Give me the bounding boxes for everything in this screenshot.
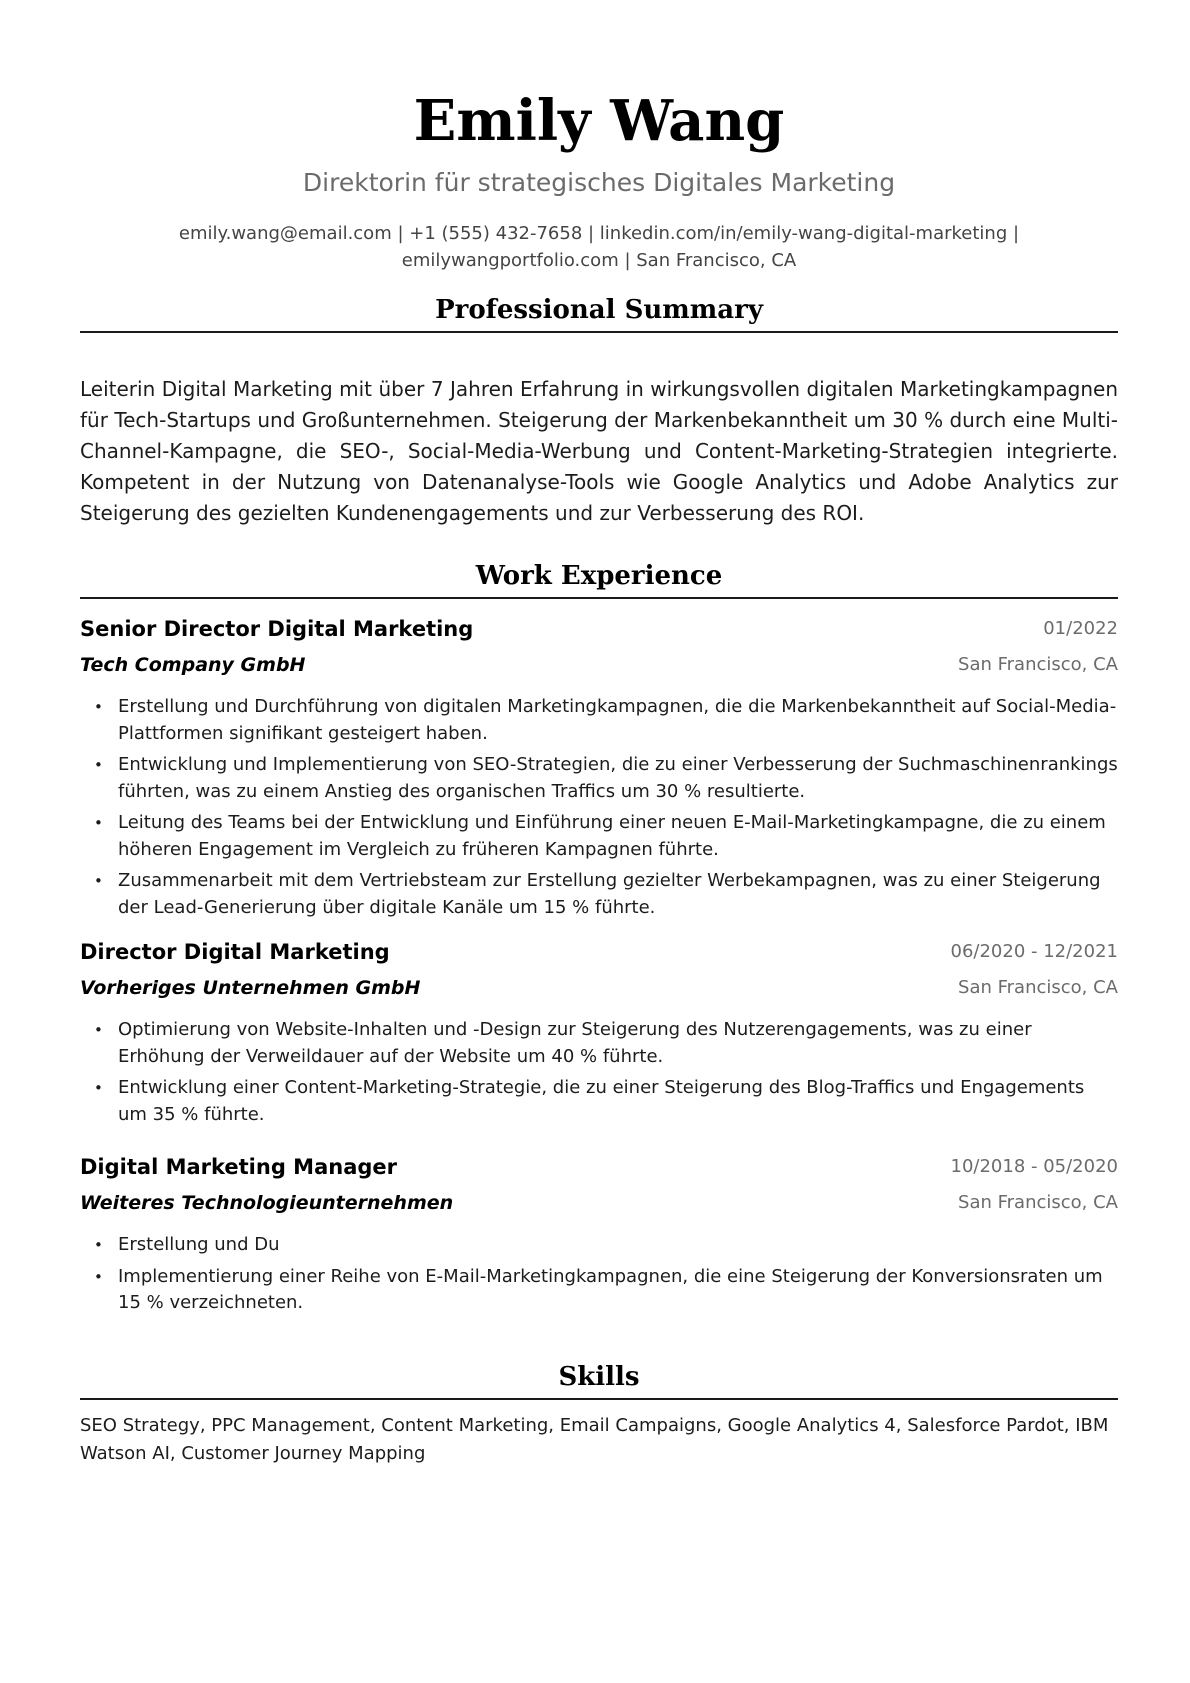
job-date: 01/2022 [1043,618,1118,639]
job-bullet: • Zusammenarbeit mit dem Vertriebsteam zur Erstellung gezielter Werbekampagnen, was zu einer Steigerung der Lead-Generierung über digitale Kanäle um 15 % führte. [80,868,1118,921]
job-location: San Francisco, CA [958,1192,1118,1213]
contact-line-2: emilywangportfolio.com | San Francisco, CA [401,250,797,271]
job-bullet: • Leitung des Teams bei der Entwicklung und Einführung einer neuen E-Mail-Marketingkampagne, die zu einem höheren Engagement im Vergleich zu früheren Kampagnen führte. [80,810,1118,863]
summary-divider [80,331,1118,333]
job-title: Director Digital Marketing [80,940,390,964]
candidate-name: Emily Wang [413,88,785,154]
job-location: San Francisco, CA [958,977,1118,998]
experience-heading: Work Experience [475,561,723,591]
skills-text: SEO Strategy, PPC Management, Content Marketing, Email Campaigns, Google Analytics 4, Salesforce Pardot, IBM Watson AI, Customer Journey Mapping [80,1415,1109,1464]
skills-divider [80,1398,1118,1400]
job-bullet: • Entwicklung und Implementierung von SEO-Strategien, die zu einer Verbesserung der Suchmaschinenrankings führten, was zu einem Anstieg des organischen Traffics um 30 % resultierte. [80,752,1118,805]
job-location: San Francisco, CA [958,654,1118,675]
job-bullet: • Optimierung von Website-Inhalten und -Design zur Steigerung des Nutzerengagements, was zu einer Erhöhung der Verweildauer auf der Website um 40 % führte. [80,1017,1118,1070]
job-bullet: • Entwicklung einer Content-Marketing-Strategie, die zu einer Steigerung des Blog-Traffics und Engagements um 35 % führte. [80,1075,1118,1128]
job-title: Senior Director Digital Marketing [80,617,474,641]
skills-heading: Skills [558,1362,640,1392]
job-bullets [80,1232,1118,1322]
job-date: 10/2018 - 05/2020 [950,1156,1118,1177]
experience-divider [80,597,1118,599]
job-company: Weiteres Technologieunternehmen [80,1192,454,1214]
summary-heading: Professional Summary [435,295,763,325]
job-company: Vorheriges Unternehmen GmbH [80,977,421,999]
job-date: 06/2020 - 12/2021 [950,941,1118,962]
job-company: Tech Company GmbH [80,654,306,676]
job-bullets [80,694,1118,926]
job-bullet: • Implementierung einer Reihe von E-Mail-Marketingkampagnen, die eine Steigerung der Konversionsraten um 15 % verzeichneten. [80,1264,1118,1317]
job-bullet: • Erstellung und Durchführung von digitalen Marketingkampagnen, die die Markenbekanntheit auf Social-Media-Plattformen signifikant gesteigert haben. [80,694,1118,747]
candidate-subtitle: Direktorin für strategisches Digitales Marketing [302,168,896,197]
job-title: Digital Marketing Manager [80,1155,397,1179]
contact-line-1: emily.wang@email.com | +1 (555) 432-7658 | linkedin.com/in/emily-wang-digital-marketing | [178,223,1020,244]
summary-text: Leiterin Digital Marketing mit über 7 Jahren Erfahrung in wirkungsvollen digitalen Marketingkampagnen für Tech-Startups und Großunternehmen. Steigerung der Markenbekanntheit um 30 % durch eine Multi-Channel-Kampagne, die SEO-, Social-Media-Werbung und Content-Marketing-Strategien integrierte. Kompetent in der Nutzung von Datenanalyse-Tools wie Google Analytics und Adobe Analytics zur Steigerung des gezielten Kundenengagements und zur Verbesserung des ROI. [80,377,1118,525]
job-bullet: • Erstellung und Du [80,1232,1118,1259]
job-bullets [80,1017,1118,1133]
contact-info [80,220,1118,274]
